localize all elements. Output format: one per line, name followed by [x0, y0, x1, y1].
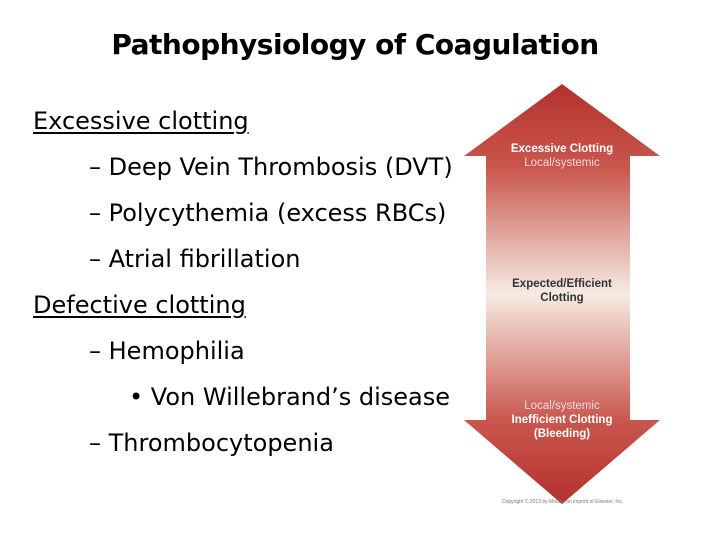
middle-line-1: Expected/Efficient [512, 278, 612, 290]
bullet-von-willebrand: • Von Willebrand’s disease [129, 383, 450, 411]
bullet-atrial-fibrillation: – Atrial fibrillation [89, 245, 301, 273]
double-arrow-figure [462, 84, 662, 514]
bullet-polycythemia: – Polycythemia (excess RBCs) [89, 199, 447, 227]
bottom-line-1: Inefficient Clotting [511, 414, 613, 426]
inefficient-clotting-label [462, 399, 662, 441]
top-sub: Local/systemic [524, 157, 600, 169]
bullet-dvt: – Deep Vein Thrombosis (DVT) [89, 153, 453, 181]
bullet-list [33, 98, 483, 466]
middle-line-2: Clotting [540, 292, 584, 304]
copyright-notice: Copyright © 2013 by Mosby, an imprint of Elsevier, Inc. [502, 499, 624, 505]
bottom-line-2: (Bleeding) [533, 428, 591, 440]
bullet-excessive-clotting: Excessive clotting [33, 107, 249, 135]
bullet-thrombocytopenia: – Thrombocytopenia [89, 429, 334, 457]
top-heading: Excessive Clotting [510, 143, 614, 155]
bullet-defective-clotting: Defective clotting [33, 291, 246, 319]
expected-clotting-label [462, 277, 662, 305]
slide-title: Pathophysiology of Coagulation [111, 28, 599, 61]
bottom-sub: Local/systemic [524, 400, 600, 412]
excessive-clotting-label [462, 142, 662, 170]
bullet-hemophilia: – Hemophilia [89, 337, 245, 365]
